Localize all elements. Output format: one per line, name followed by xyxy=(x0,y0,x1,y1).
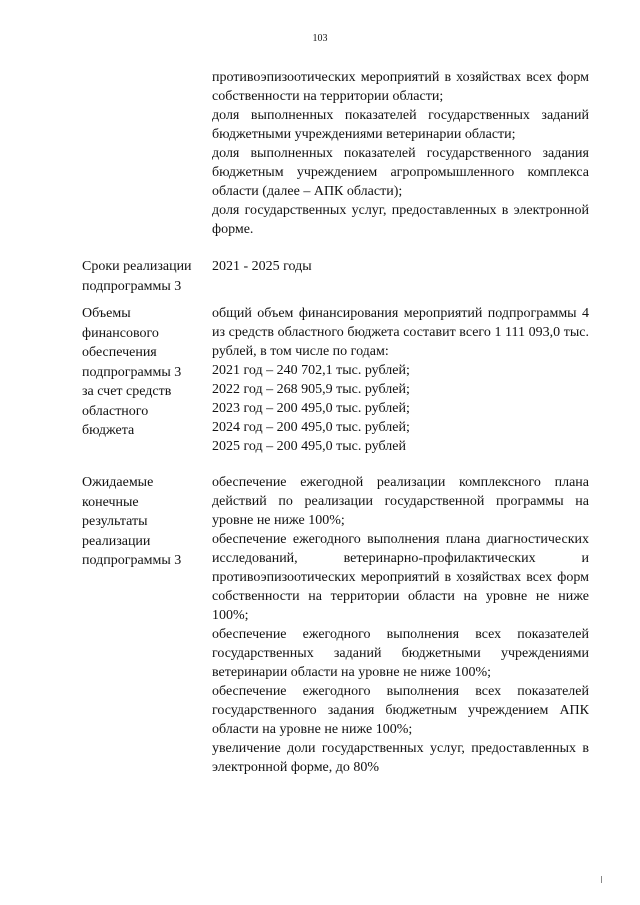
terms-label xyxy=(82,257,208,296)
continuation-paragraph: доля выполненных показателей государственного задания бюджетным учреждением агропромышленного комплекса области (далее – АПК области); xyxy=(212,146,589,199)
results-item: обеспечение ежегодного выполнения плана диагностических исследований, ветеринарно-профилактических и противоэпизоотических мероприятий в хозяйствах всех форм собственности на территории области на уровне не ниже 100%; xyxy=(212,532,589,623)
continuation-paragraph: противоэпизоотических мероприятий в хозяйствах всех форм собственности на территории области; xyxy=(212,70,589,104)
results-item: увеличение доли государственных услуг, предоставленных в электронной форме, до 80% xyxy=(212,741,589,775)
funding-label-line: за счет средств xyxy=(82,384,172,399)
results-label-line: Ожидаемые xyxy=(82,475,154,490)
funding-label-line: финансового xyxy=(82,325,159,341)
terms-label-line: Сроки реализации xyxy=(82,259,192,274)
funding-year-line: 2024 год – 200 495,0 тыс. рублей; xyxy=(212,420,410,435)
continuation-paragraph: доля выполненных показателей государственных заданий бюджетными учреждениями ветеринарии области; xyxy=(212,108,589,142)
funding-label xyxy=(82,304,208,441)
results-content xyxy=(212,473,589,777)
page-number: 103 xyxy=(312,33,328,44)
continuation-paragraph: доля государственных услуг, предоставленных в электронной форме. xyxy=(212,203,589,237)
funding-year-line: 2023 год – 200 495,0 тыс. рублей; xyxy=(212,401,410,416)
results-label-line: результаты xyxy=(82,514,148,529)
funding-year-line: 2021 год – 240 702,1 тыс. рублей; xyxy=(212,363,410,378)
results-item: обеспечение ежегодного выполнения всех показателей государственного задания бюджетным учреждением АПК области на уровне не ниже 100%; xyxy=(212,684,589,737)
results-item: обеспечение ежегодной реализации комплексного плана действий по реализации государственной программы на уровне не ниже 100%; xyxy=(212,475,589,528)
results-label xyxy=(82,473,208,571)
results-label-line: конечные xyxy=(82,494,139,510)
scan-edge-mark xyxy=(601,876,602,883)
results-item: обеспечение ежегодного выполнения всех показателей государственных заданий бюджетными учреждениями ветеринарии области на уровне не ниже 100%; xyxy=(212,627,589,680)
funding-label-line: подпрограммы 3 xyxy=(82,364,182,380)
results-label-line: подпрограммы 3 xyxy=(82,553,182,568)
funding-label-line: обеспечения xyxy=(82,345,157,360)
funding-label-line: Объемы xyxy=(82,306,131,321)
terms-value: 2021 - 2025 годы xyxy=(212,259,312,274)
funding-intro: общий объем финансирования мероприятий подпрограммы 4 из средств областного бюджета составит всего 1 111 093,0 тыс. рублей, в том числе по годам: xyxy=(212,306,589,359)
terms-label-line: подпрограммы 3 xyxy=(82,278,182,294)
results-label-line: реализации xyxy=(82,533,151,549)
funding-label-line: областного xyxy=(82,403,149,419)
funding-year-line: 2025 год – 200 495,0 тыс. рублей xyxy=(212,439,406,454)
funding-content xyxy=(212,304,589,456)
continuation-content xyxy=(212,68,589,239)
funding-label-line: бюджета xyxy=(82,423,135,438)
terms-content xyxy=(212,257,589,276)
funding-year-line: 2022 год – 268 905,9 тыс. рублей; xyxy=(212,382,410,397)
